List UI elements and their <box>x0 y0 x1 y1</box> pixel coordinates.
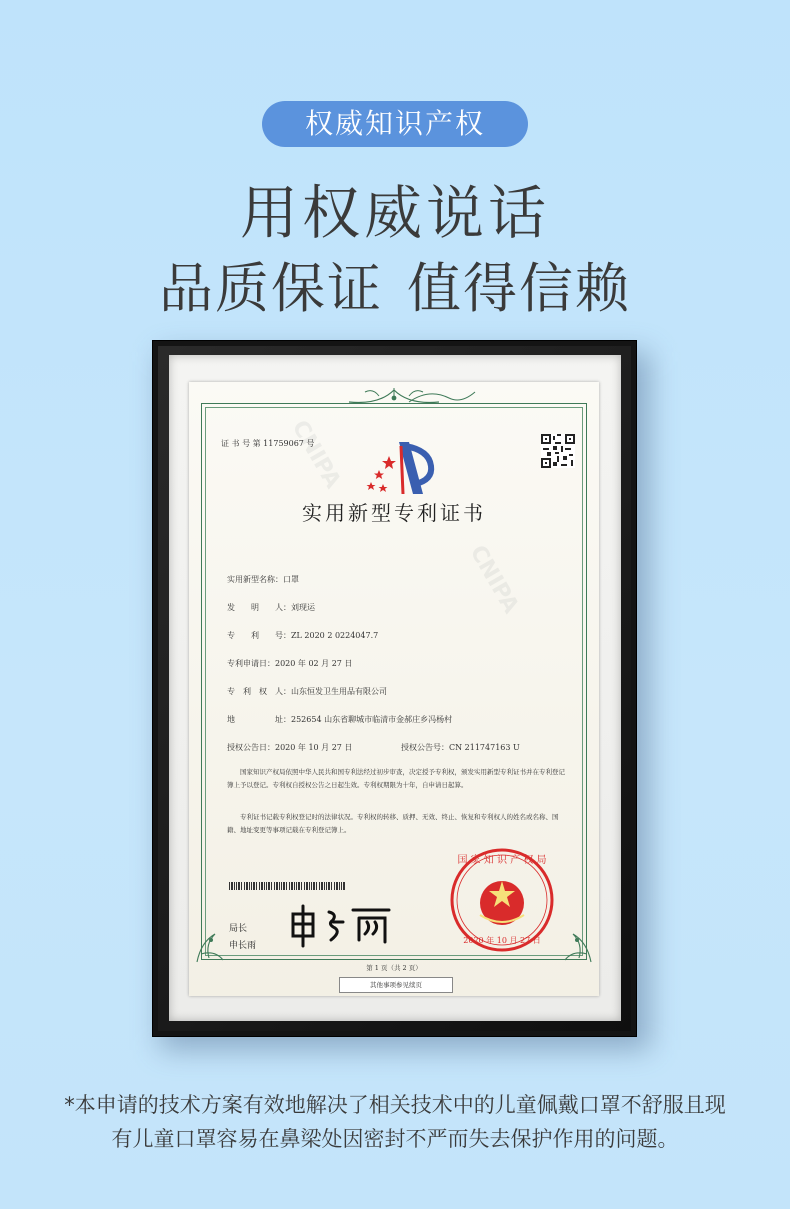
watermark-1: CNIPA <box>286 416 346 493</box>
field-value: 刘现运 <box>291 603 315 612</box>
field-label: 授权公告号： <box>401 743 449 752</box>
footnote-line-1: *本申请的技术方案有效地解决了相关技术中的儿童佩戴口罩不舒服且现 <box>64 1093 726 1117</box>
director-signature <box>287 902 397 948</box>
field-patentee <box>227 686 387 697</box>
watermark-2: CNIPA <box>464 541 524 618</box>
field-label: 实用新型名称： <box>227 575 283 584</box>
field-value: 252654 山东省聊城市临清市金郝庄乡冯杨村 <box>291 715 453 724</box>
field-inventor <box>227 602 315 613</box>
headline-sub-part-2: 值得信赖 <box>407 257 631 320</box>
patent-certificate <box>189 382 599 996</box>
field-label: 发 明 人： <box>227 603 291 612</box>
field-value: ZL 2020 2 0224047.7 <box>291 631 379 640</box>
director-name: 申长雨 <box>229 941 257 951</box>
cnipa-logo-icon <box>353 436 441 504</box>
field-value: 2020 年 02 月 27 日 <box>275 659 353 668</box>
technical-footnote <box>0 1088 790 1156</box>
field-value: CN 211747163 U <box>449 743 520 752</box>
headline-sub-part-1: 品质保证 <box>159 257 383 320</box>
field-announce-date <box>227 742 352 753</box>
section-badge: 权威知识产权 <box>262 101 528 147</box>
top-right-ornament <box>407 388 477 408</box>
national-seal <box>447 845 557 955</box>
picture-frame <box>152 340 637 1037</box>
certificate-title: 实用新型专利证书 <box>302 501 486 525</box>
certificate-paragraph-1: 国家知识产权局依照中华人民共和国专利法经过初步审查，决定授予专利权，颁发实用新型专利证书并在专利登记簿上予以登记。专利权自授权公告之日起生效。专利权期限为十年，自申请日起算。 <box>227 768 565 789</box>
field-utility-name <box>227 574 299 585</box>
field-label: 专 利 号： <box>227 631 291 640</box>
headline-main: 用权威说话 <box>239 179 550 247</box>
field-label: 专 利 权 人： <box>227 687 291 696</box>
field-value: 口罩 <box>283 575 299 584</box>
field-filing-date <box>227 658 352 669</box>
field-announce-number <box>401 742 520 753</box>
field-label: 地 址： <box>227 715 291 724</box>
page-number: 第 1 页（共 2 页） <box>366 964 422 972</box>
seal-date: 2020 年 10 月 27 日 <box>463 936 541 945</box>
certificate-number: 证 书 号 第 11759067 号 <box>221 439 315 448</box>
qr-code-icon <box>541 434 575 468</box>
field-label: 专利申请日： <box>227 659 275 668</box>
footnote-line-2: 有儿童口罩容易在鼻梁处因密封不严而失去保护作用的问题。 <box>111 1127 679 1151</box>
barcode-icon <box>229 882 345 890</box>
field-label: 授权公告日： <box>227 743 275 752</box>
field-value: 山东恒发卫生用品有限公司 <box>291 687 387 696</box>
bottom-right-ornament <box>557 910 597 966</box>
headline-sub <box>0 246 790 323</box>
field-address <box>227 714 452 725</box>
director-title: 局长 <box>229 924 248 934</box>
see-continuation-note: 其他事项参见续页 <box>339 977 453 993</box>
field-value: 2020 年 10 月 27 日 <box>275 743 353 752</box>
field-patent-number <box>227 630 378 641</box>
certificate-paragraph-2: 专利证书记载专利权登记时的法律状况。专利权的转移、质押、无效、终止、恢复和专利权人的姓名或名称、国籍、地址变更等事项记载在专利登记簿上。 <box>227 813 559 834</box>
seal-text: 国 家 知 识 产 权 局 <box>457 855 547 866</box>
bottom-left-ornament <box>191 910 231 966</box>
